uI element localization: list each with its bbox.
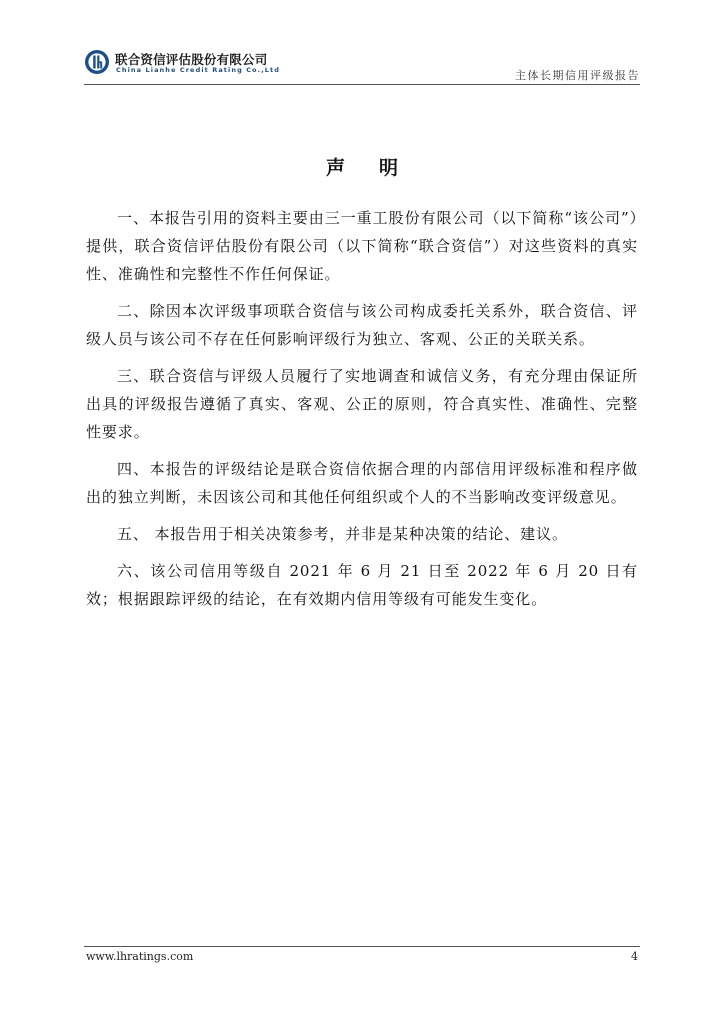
declaration-paragraph-5: 五、 本报告用于相关决策参考，并非是某种决策的结论、建议。 [117,525,568,543]
page-title: 声明 [325,157,432,179]
header-divider [84,84,640,85]
declaration-paragraph-6: 六、该公司信用等级自 2021 年 6 月 21 日至 2022 年 6 月 20 日有效；根据跟踪评级的结论，在有效期内信用等级有可能发生变化。 [86,562,638,608]
company-name-en: China Lianhe Credit Rating Co.,Ltd [116,66,280,74]
declaration-body [86,204,638,613]
footer-divider [84,946,640,947]
declaration-paragraph-4: 四、本报告的评级结论是联合资信依据合理的内部信用评级标准和程序做出的独立判断，未因该公司和其他任何组织或个人的不当影响改变评级意见。 [86,460,638,506]
report-type-title: 主体长期信用评级报告 [515,69,640,82]
page-header [84,44,640,86]
declaration-paragraph-3: 三、联合资信与评级人员履行了实地调查和诚信义务，有充分理由保证所出具的评级报告遵循了真实、客观、公正的原则，符合真实性、准确性、完整性要求。 [86,367,638,441]
page-number: 4 [631,950,638,963]
footer-website: www.lhratings.com [86,950,194,963]
company-name-cn: 联合资信评估股份有限公司 [115,52,268,67]
lh-monogram-icon [84,49,110,75]
declaration-paragraph-1: 一、本报告引用的资料主要由三一重工股份有限公司（以下简称“该公司”）提供，联合资信评估股份有限公司（以下简称“联合资信”）对这些资料的真实性、准确性和完整性不作任何保证。 [86,209,638,283]
declaration-paragraph-2: 二、除因本次评级事项联合资信与该公司构成委托关系外，联合资信、评级人员与该公司不存在任何影响评级行为独立、客观、公正的关联关系。 [86,302,638,348]
